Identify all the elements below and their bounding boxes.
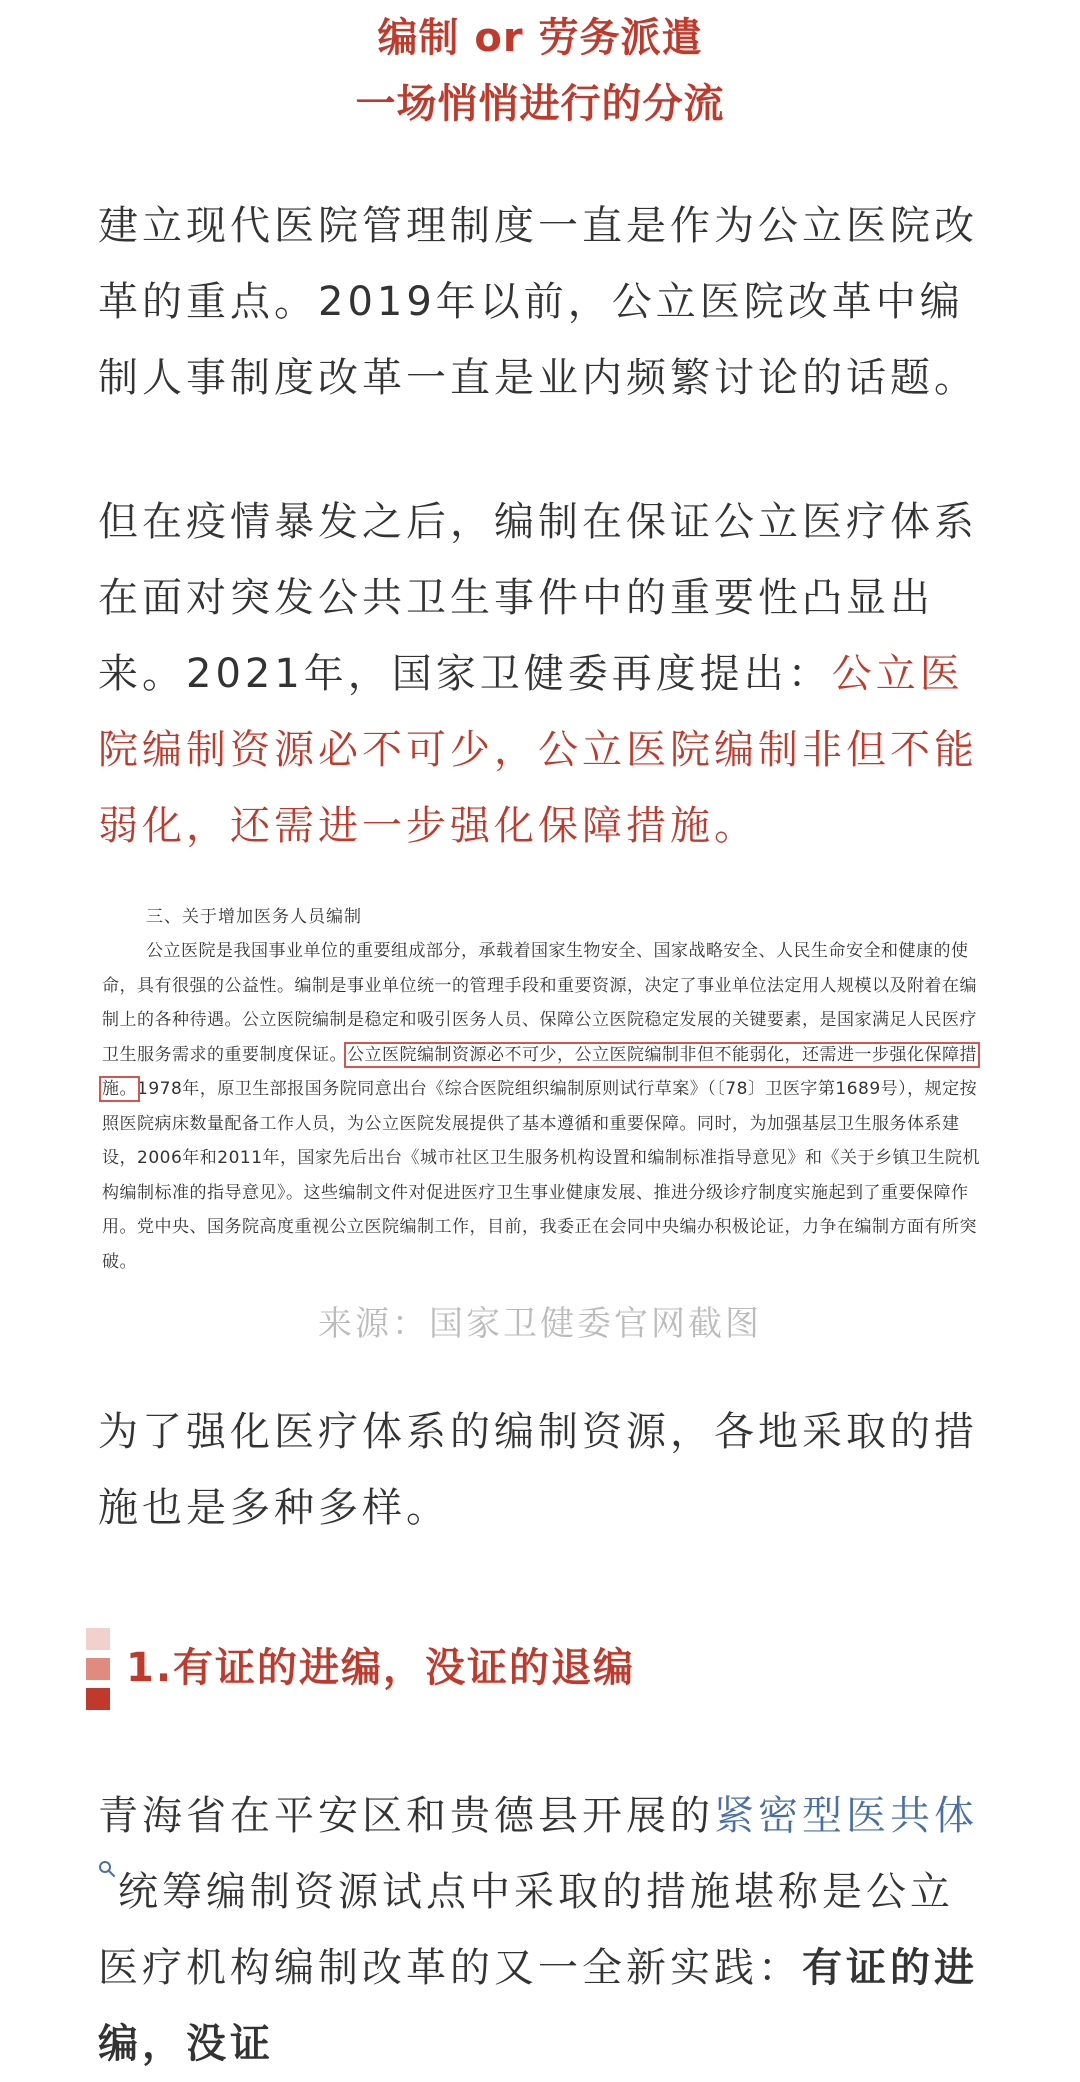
- embedded-document-screenshot: [98, 900, 982, 1300]
- paragraph-intro: 建立现代医院管理制度一直是作为公立医院改革的重点。2019年以前，公立医院改革中编制人事制度改革一直是业内频繁讨论的话题。: [98, 203, 978, 401]
- image-caption: 来源：国家卫健委官网截图: [318, 1304, 762, 1344]
- search-icon[interactable]: [98, 1854, 118, 1882]
- doc-highlight-box: 公立医院编制资源必不可少，公立医院编制非但不能弱化，还需进一步强化保障措施。: [102, 1044, 977, 1099]
- paragraph-epidemic: [98, 484, 982, 864]
- section-marker-block-mid: [86, 1658, 110, 1680]
- paragraph-qinghai-bold: 有证的进编，没证: [98, 1945, 978, 2067]
- section-marker-block-light: [86, 1628, 110, 1650]
- section-marker: [86, 1628, 110, 1712]
- paragraph-measures: 为了强化医疗体系的编制资源，各地采取的措施也是多种多样。: [98, 1409, 978, 1531]
- paragraph-epidemic-text: 但在疫情暴发之后，编制在保证公立医疗体系在面对突发公共卫生事件中的重要性凸显出来。2021年，国家卫健委再度提出：: [98, 499, 978, 697]
- doc-heading: 三、关于增加医务人员编制: [146, 907, 362, 927]
- paragraph-qinghai: [98, 1778, 982, 2082]
- article-title-line-2: 一场悄悄进行的分流: [355, 81, 725, 127]
- doc-body: [102, 934, 982, 1279]
- doc-body-text-continued: 1978年，原卫生部报国务院同意出台《综合医院组织编制原则试行草案》（〔78〕卫医字第1689号），规定按照医院病床数量配备工作人员，为公立医院发展提供了基本遵循和重要保障。同时，为加强基层卫生服务体系建设，2006年和2011年，国家先后出台《城市社区卫生服务机构设置和编制标准指导意见》和《关于乡镇卫生院机构编制标准的指导意见》。这些编制文件对促进医疗卫生事业健康发展、推进分级诊疗制度实施起到了重要保障作用。党中央、国务院高度重视公立医院编制工作，目前，我委正在会同中央编办积极论证，力争在编制方面有所突破。: [102, 1079, 981, 1272]
- paragraph-qinghai-text-continued: 统筹编制资源试点中采取的措施堪称是公立医疗机构编制改革的又一全新实践：: [98, 1869, 954, 1991]
- section-title: 1.有证的进编，没证的退编: [126, 1645, 636, 1691]
- doc-body-text: 公立医院是我国事业单位的重要组成部分，承载着国家生物安全、国家战略安全、人民生命安全和健康的使命，具有很强的公益性。编制是事业单位统一的管理手段和重要资源，决定了事业单位法定用人规模以及附着在编制上的各种待遇。公立医院编制是稳定和吸引医务人员、保障公立医院稳定发展的关键要素，是国家满足人民医疗卫生服务需求的重要制度保证。: [102, 941, 977, 1065]
- paragraph-epidemic-highlight: 公立医院编制资源必不可少，公立医院编制非但不能弱化，还需进一步强化保障措施。: [98, 651, 978, 849]
- article-title-line-1: 编制 or 劳务派遣: [377, 15, 703, 61]
- paragraph-qinghai-text: 青海省在平安区和贵德县开展的: [98, 1793, 714, 1839]
- section-marker-block-dark: [86, 1688, 110, 1710]
- link-jinmixing-yigongti[interactable]: 紧密型医共体: [714, 1793, 978, 1839]
